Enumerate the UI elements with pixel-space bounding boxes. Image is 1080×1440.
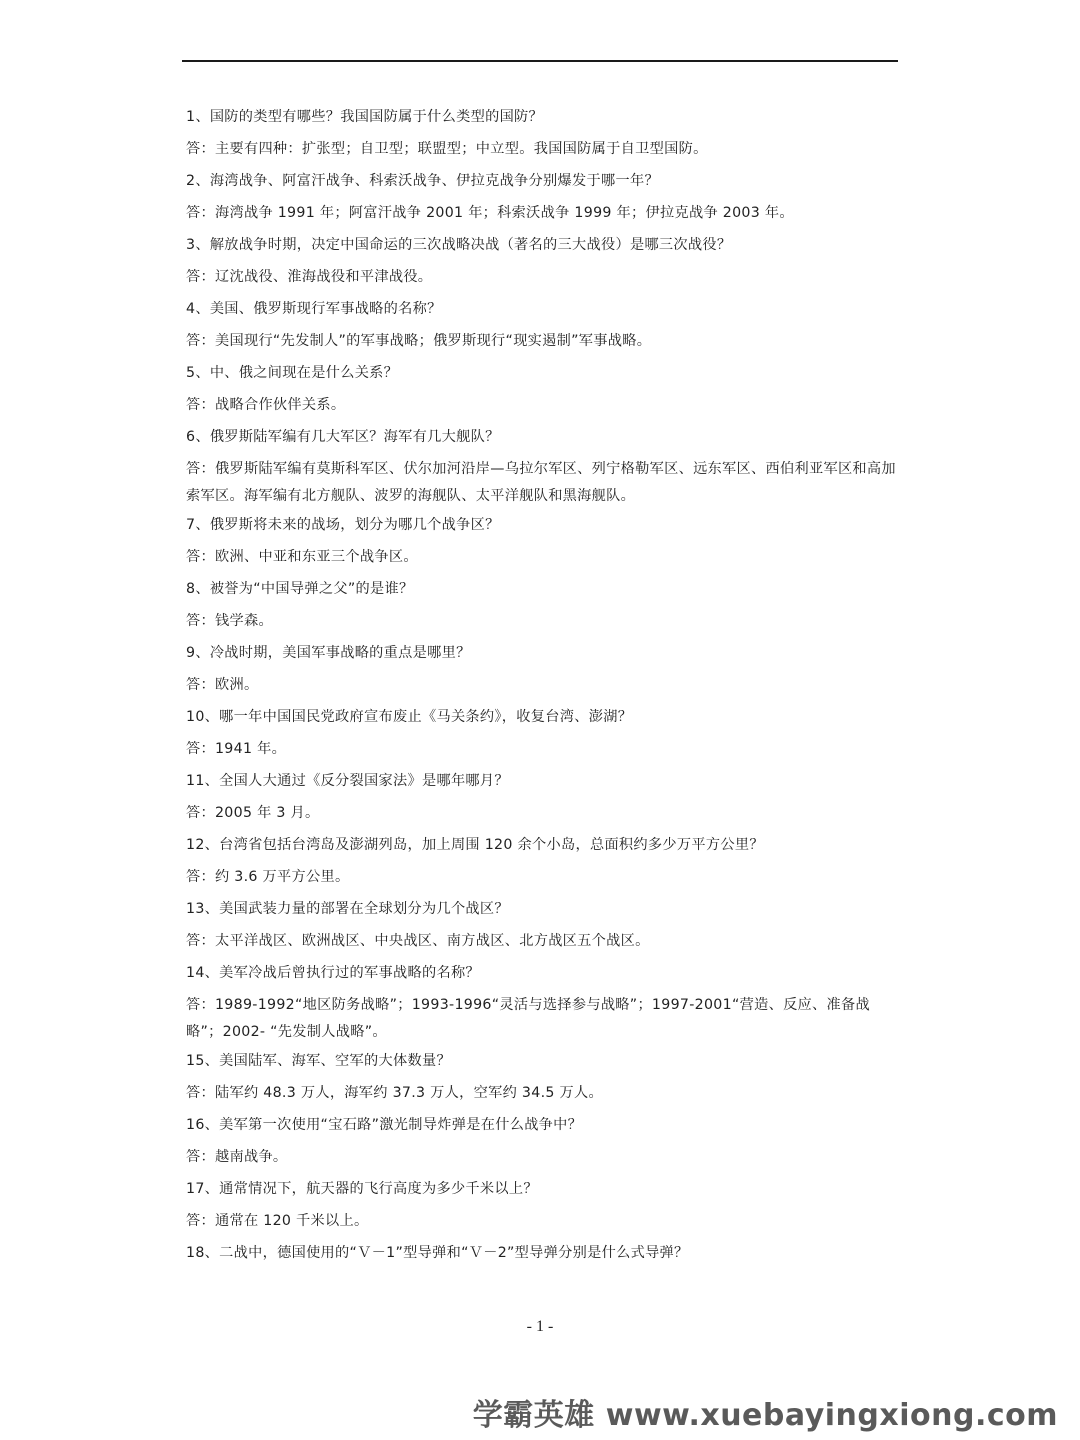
question-17: 17、通常情况下，航天器的飞行高度为多少千米以上？ [186, 1181, 538, 1197]
question-2: 2、海湾战争、阿富汗战争、科索沃战争、伊拉克战争分别爆发于哪一年？ [186, 173, 659, 189]
answer-13: 答：太平洋战区、欧洲战区、中央战区、南方战区、北方战区五个战区。 [186, 933, 650, 949]
answer-11: 答：2005 年 3 月。 [186, 805, 320, 821]
question-11: 11、全国人大通过《反分裂国家法》是哪年哪月？ [186, 773, 509, 789]
question-12: 12、台湾省包括台湾岛及澎湖列岛，加上周围 120 余个小岛，总面积约多少万平方公里？ [186, 837, 764, 853]
answer-6: 答：俄罗斯陆军编有莫斯科军区、伏尔加河沿岸—乌拉尔军区、列宁格勒军区、远东军区、西伯利亚军区和高加索军区。海军编有北方舰队、波罗的海舰队、太平洋舰队和黑海舰队。 [186, 461, 896, 504]
answer-7: 答：欧洲、中亚和东亚三个战争区。 [186, 549, 418, 565]
answer-17: 答：通常在 120 千米以上。 [186, 1213, 369, 1229]
question-14: 14、美军冷战后曾执行过的军事战略的名称？ [186, 965, 480, 981]
answer-1: 答：主要有四种：扩张型；自卫型；联盟型；中立型。我国国防属于自卫型国防。 [186, 141, 708, 157]
question-7: 7、俄罗斯将未来的战场，划分为哪几个战争区？ [186, 517, 500, 533]
question-6: 6、俄罗斯陆军编有几大军区？海军有几大舰队？ [186, 429, 500, 445]
answer-14: 答：1989-1992“地区防务战略”；1993-1996“灵活与选择参与战略”；1997-2001“营造、反应、准备战略”；2002- “先发制人战略”。 [186, 997, 870, 1040]
answer-9: 答：欧洲。 [186, 677, 259, 693]
question-3: 3、解放战争时期，决定中国命运的三次战略决战（著名的三大战役）是哪三次战役？ [186, 237, 732, 253]
answer-16: 答：越南战争。 [186, 1149, 288, 1165]
question-4: 4、美国、俄罗斯现行军事战略的名称？ [186, 301, 442, 317]
question-9: 9、冷战时期，美国军事战略的重点是哪里？ [186, 645, 471, 661]
question-18: 18、二战中，德国使用的“Ｖ－1”型导弹和“Ｖ－2”型导弹分别是什么式导弹？ [186, 1245, 689, 1261]
answer-15: 答：陆军约 48.3 万人，海军约 37.3 万人，空军约 34.5 万人。 [186, 1085, 603, 1101]
answer-12: 答：约 3.6 万平方公里。 [186, 869, 350, 885]
answer-5: 答：战略合作伙伴关系。 [186, 397, 346, 413]
question-15: 15、美国陆军、海军、空军的大体数量？ [186, 1053, 451, 1069]
watermark: 学霸英雄 www.xuebayingxiong.com [472, 1398, 1058, 1433]
answer-10: 答：1941 年。 [186, 741, 287, 757]
question-13: 13、美国武装力量的部署在全球划分为几个战区？ [186, 901, 509, 917]
header-rule [182, 60, 898, 62]
answer-2: 答：海湾战争 1991 年；阿富汗战争 2001 年；科索沃战争 1999 年；伊拉克战争 2003 年。 [186, 205, 794, 221]
answer-3: 答：辽沈战役、淮海战役和平津战役。 [186, 269, 433, 285]
page-number: - 1 - [526, 1318, 554, 1335]
question-16: 16、美军第一次使用“宝石路”激光制导炸弹是在什么战争中？ [186, 1117, 583, 1133]
qa-content [186, 107, 896, 1275]
answer-8: 答：钱学森。 [186, 613, 273, 629]
question-10: 10、哪一年中国国民党政府宣布废止《马关条约》，收复台湾、澎湖？ [186, 709, 633, 725]
question-8: 8、被誉为“中国导弹之父”的是谁？ [186, 581, 414, 597]
question-5: 5、中、俄之间现在是什么关系？ [186, 365, 399, 381]
question-1: 1、国防的类型有哪些？我国国防属于什么类型的国防？ [186, 109, 544, 125]
answer-4: 答：美国现行“先发制人”的军事战略；俄罗斯现行“现实遏制”军事战略。 [186, 333, 652, 349]
